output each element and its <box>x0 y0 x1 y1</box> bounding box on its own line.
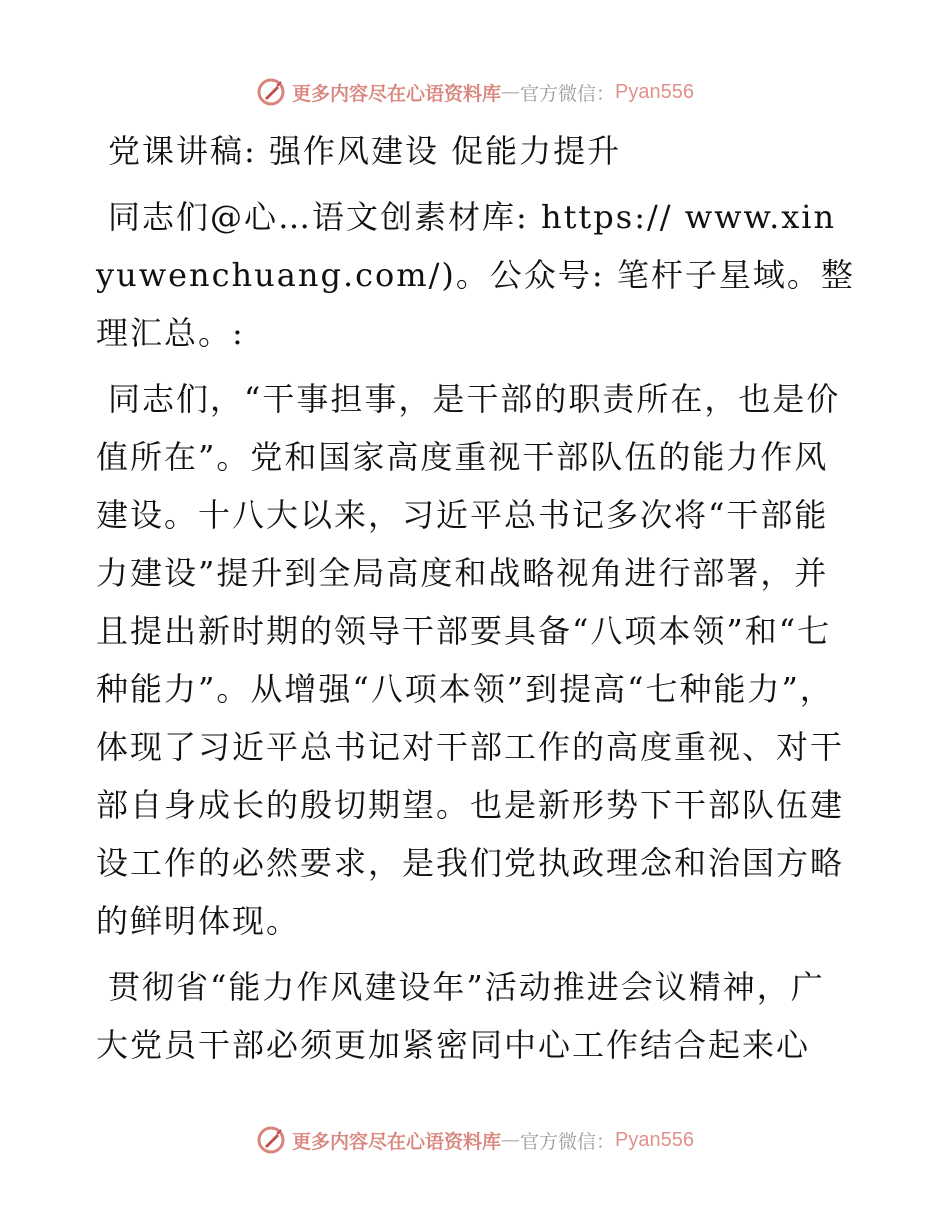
watermark-separator: — <box>501 81 521 103</box>
paragraph-2: 同志们，“干事担事，是干部的职责所在，也是价值所在”。党和国家高度重视干部队伍的能力作风建设。十八大以来，习近平总书记多次将“干部能力建设”提升到全局高度和战略视角进行部署，并且提出新时期的领导干部要具备“八项本领”和“七种能力”。从增强“八项本领”到提高“七种能力”，体现了习近平总书记对干部工作的高度重视、对干部自身成长的殷切期望。也是新形势下干部队伍建设工作的必然要求，是我们党执政理念和治国方略的鲜明体现。 <box>96 380 845 940</box>
document-body <box>96 122 856 1082</box>
watermark-separator: — <box>501 1129 521 1151</box>
watermark-main-text: 更多内容尽在心语资料库 <box>292 82 502 105</box>
paragraph-1: 同志们@心…语文创素材库: https:// www.xinyuwenchuang.com/)。公众号: 笔杆子星域。整理汇总。: <box>96 198 855 352</box>
watermark-footer <box>0 1120 950 1160</box>
watermark-main-text: 更多内容尽在心语资料库 <box>292 1130 502 1153</box>
document-title: 党课讲稿: 强作风建设 促能力提升 <box>108 132 622 170</box>
watermark-label: 官方微信： <box>520 82 616 105</box>
quill-seal-icon <box>256 77 286 107</box>
watermark-header <box>0 72 950 112</box>
quill-seal-icon <box>256 1125 286 1155</box>
watermark-label: 官方微信： <box>520 1130 616 1153</box>
watermark-account: Pyan556 <box>615 80 694 103</box>
watermark-account: Pyan556 <box>615 1128 694 1151</box>
paragraph-3: 贯彻省“能力作风建设年”活动推进会议精神，广大党员干部必须更加紧密同中心工作结合起来心 <box>96 968 825 1064</box>
